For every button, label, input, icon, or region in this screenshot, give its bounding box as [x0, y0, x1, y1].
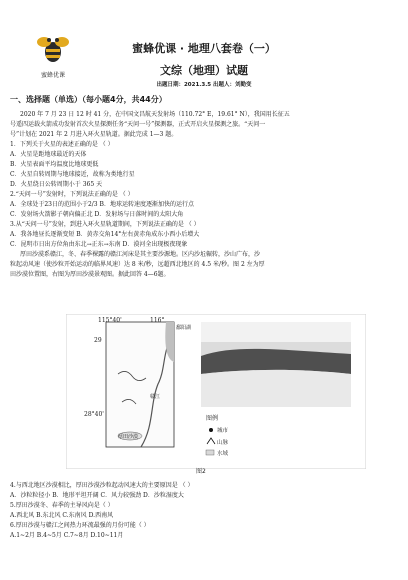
longitude-label-1: 115°40': [98, 317, 122, 324]
question-2-options-cd: C．发射场火箭影子朝向偏正北 D．发射场与日落时间的太阳大角: [10, 211, 184, 218]
longitude-label-2: 116°: [150, 317, 165, 324]
exam-subtitle: 文综（地理）试题: [160, 64, 248, 77]
passage-2-line: 厚田沙漠系赣江，冬、春季裸露的赣江河床是其主要沙源地。区内沙坵辗转，沙山广布，沙: [20, 251, 261, 258]
question-1-option-d: D．火星绕日公转周期小于 365 天: [10, 181, 103, 188]
question-3-options-ab: A．我各地昼长逐渐变短 B．黄赤交角14°左右黄赤角成东小西小后增大: [10, 231, 200, 238]
question-5-stem: 5.厚田沙漠冬、春季的主导风向是（ ）: [10, 502, 114, 509]
location-map: [106, 322, 174, 447]
question-3-options-cd: C．昆明市日出方位角由东北→正东→东南 D．漠河全出现极夜现象: [10, 241, 188, 248]
passage-2-line: 田沙漠位置图，右图为厚田沙漠景观图。据此回答 4—6题。: [10, 271, 170, 278]
question-4-stem: 4.与西北地区沙漠相比，厚田沙漠沙粒起动风速大的主要原因是 （ ）: [10, 482, 194, 489]
legend-city-label: 城市: [217, 428, 229, 434]
passage-2-line: 粒起动风速（使沙粒开始运动的临界风速）达 8 米/秒，远超西北地区的 4.5 米/秒。图 2 左为厚: [10, 261, 265, 268]
legend-title: 图例: [206, 415, 219, 422]
question-1-option-a: A．火星是距地球最近的天体: [10, 151, 87, 158]
passage-line: 2020 年 7 月 23 日 12 时 41 分，在中国文昌航天发射场（110.72° E，19.61° N），我国用长征五: [20, 111, 290, 118]
river-label: 赣江: [150, 394, 161, 400]
question-3-stem: 3.从“天问一号”发射，到进入环火星轨道期间，下列说法正确的是 （ ）: [10, 221, 200, 228]
question-5-options: A.西北风 B.东北风 C.东南风 D.西南风: [10, 512, 114, 519]
question-1-stem: 1．下列关于火星的表述正确的是 （ ）: [10, 141, 114, 148]
exam-title: 蜜蜂优课 · 地理八套卷（一）: [132, 42, 276, 55]
exam-meta: 出题日期：2021.3.5 出题人：刘勤变: [156, 82, 252, 88]
question-4-options: A．沙粒粒径小 B．地形平坦开阔 C．风力较强劲 D．沙粒湿度大: [10, 492, 184, 499]
question-1-option-b: B．火星表面平均温度比地球更低: [10, 161, 99, 168]
passage-line: 号”计划在 2021 年 2 月进入环火星轨道。据此完成 1—3 题。: [10, 131, 178, 138]
figure-caption: 图2: [196, 468, 206, 475]
water-icon: [206, 450, 214, 455]
latitude-label-1: 29: [94, 337, 102, 344]
lake-label: 鄱阳湖: [176, 325, 192, 331]
city-icon: [209, 428, 213, 432]
question-2-stem: 2.“天问一号”发射时，下列说法正确的是 （ ）: [10, 191, 134, 198]
question-6-stem: 6.厚田沙漠与赣江之间热力环流最强的月份可能（ ）: [10, 522, 150, 529]
question-2-options-ab: A．全球处于23日的范围小于2/3 B．地球运转速度逐渐加快的运行点: [10, 201, 194, 208]
passage-line: 号遥四运载火箭成功发射首次火星探测任务“天问一号”探测器，正式开启火星探测之旅。“天问一: [10, 121, 266, 128]
question-1-option-c: C．火星自转周期与地球接近，故称为类地行星: [10, 171, 135, 178]
legend-water-label: 水域: [217, 451, 229, 457]
latitude-label-2: 28°40': [84, 411, 104, 418]
figure-2: [66, 314, 366, 469]
desert-label: 厚田沙漠: [118, 434, 139, 440]
legend-mountain-label: 山脉: [217, 440, 229, 446]
logo-text: 蜜蜂优课: [40, 72, 65, 79]
section-heading: 一、选择题（单选）（每小题4分，共44分）: [10, 95, 167, 104]
question-6-options: A.1~2月 B.4~5月 C.7~8月 D.10~11月: [10, 532, 124, 539]
desert-landscape-photo: [201, 322, 351, 407]
